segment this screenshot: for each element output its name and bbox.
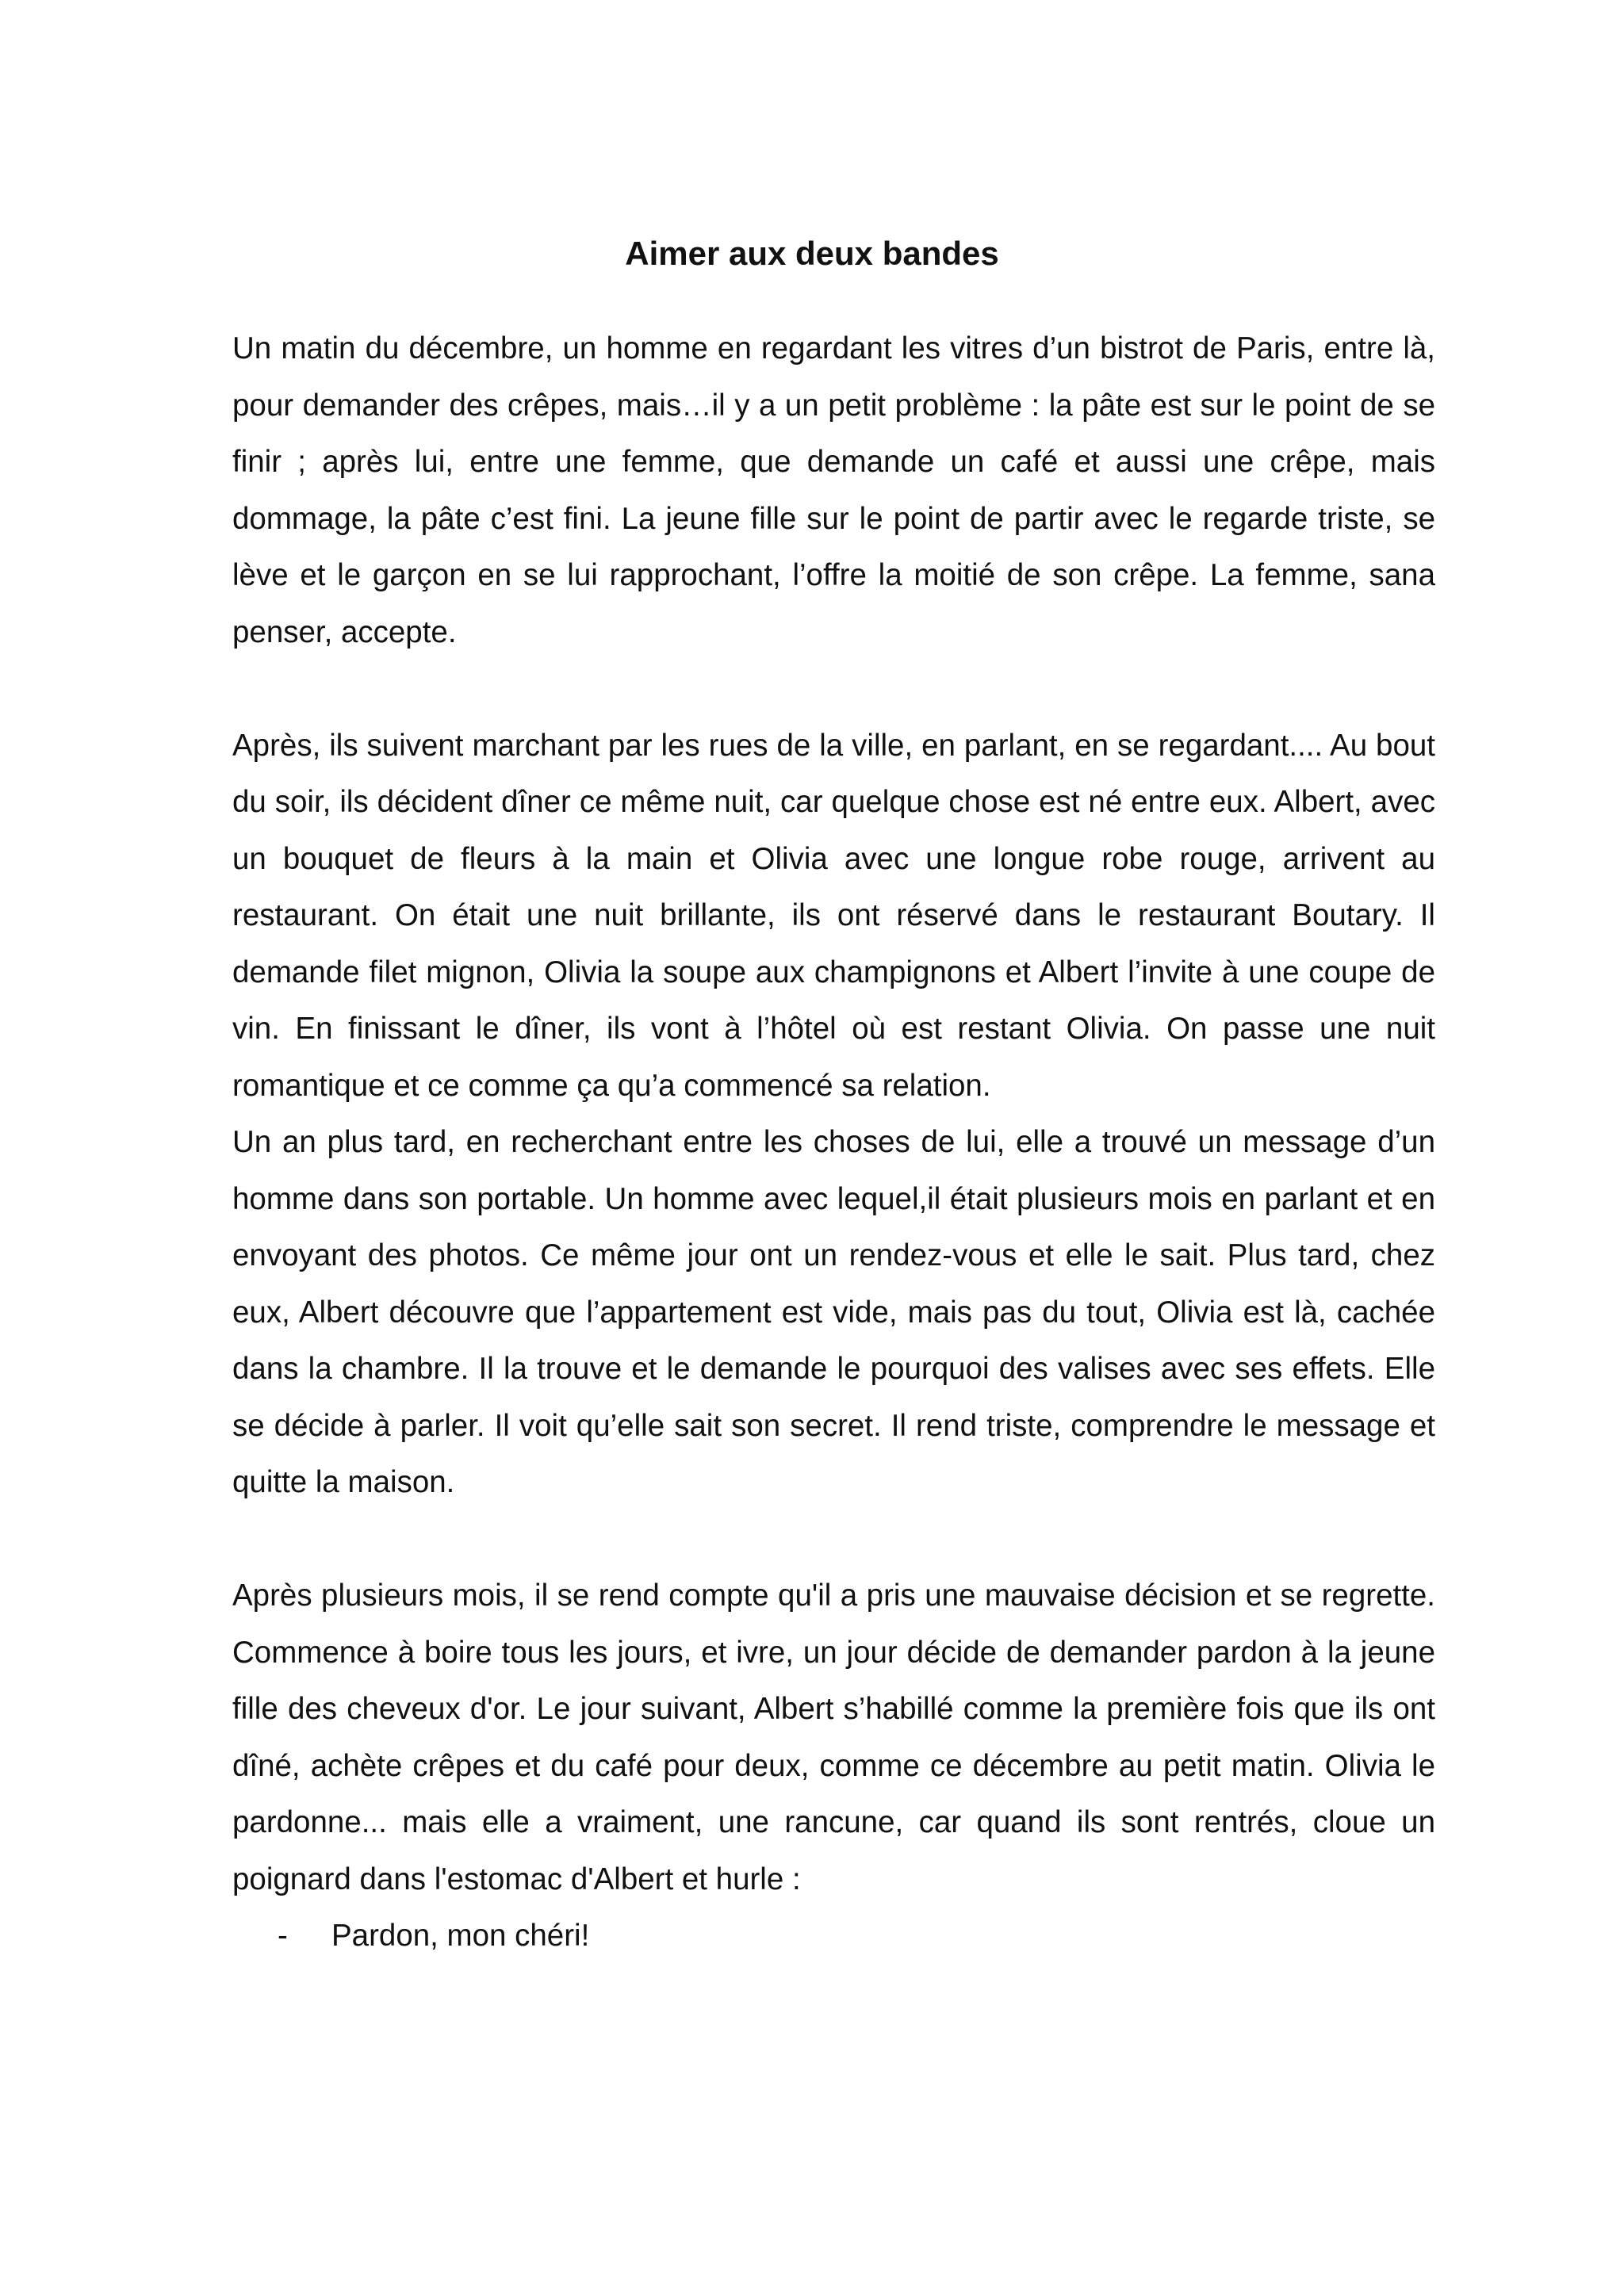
paragraph-gap — [232, 1511, 1435, 1568]
dialogue-text: Pardon, mon chéri! — [331, 1919, 590, 1953]
paragraph-2: Après, ils suivent marchant par les rues de la ville, en parlant, en se regardant.... Au bout du soir, ils décident dîner ce même nuit, car quelque chose est né entre eux. Albert, avec un bouquet de fleurs à la main et Olivia avec une longue robe rouge, arrivent au restaurant. On était une nuit brillante, ils ont réservé dans le restaurant Boutary. Il demande filet mignon, Olivia la soupe aux champignons et Albert l’invite à une coupe de vin. En finissant le dîner, ils vont à l’hôtel où est restant Olivia. On passe une nuit romantique et ce comme ça qu’a commencé sa relation. — [232, 728, 1435, 1103]
paragraph-gap — [232, 660, 1435, 718]
dialogue-line — [232, 1908, 1435, 1965]
document-title: Aimer aux deux bandes — [625, 235, 999, 272]
paragraph-1: Un matin du décembre, un homme en regardant les vitres d’un bistrot de Paris, entre là, pour demander des crêpes, mais…il y a un petit problème : la pâte est sur le point de se finir ; après lui, entre une femme, que demande un café et aussi une crêpe, mais dommage, la pâte c’est fini. La jeune fille sur le point de partir avec le regarde triste, se lève et le garçon en se lui rapprochant, l’offre la moitié de son crêpe. La femme, sana penser, accepte. — [232, 331, 1435, 649]
paragraph-4: Après plusieurs mois, il se rend compte qu'il a pris une mauvaise décision et se regrette. Commence à boire tous les jours, et ivre, un jour décide de demander pardon à la jeune fille des cheveux d'or. Le jour suivant, Albert s’habillé comme la première fois que ils ont dîné, achète crêpes et du café pour deux, comme ce décembre au petit matin. Olivia le pardonne... mais elle a vraiment, une rancune, car quand ils sont rentrés, cloue un poignard dans l'estomac d'Albert et hurle : — [232, 1578, 1435, 1896]
dialogue-dash: - — [278, 1919, 288, 1953]
document-body — [232, 320, 1435, 1965]
paragraph-3: Un an plus tard, en recherchant entre les choses de lui, elle a trouvé un message d’un homme dans son portable. Un homme avec lequel,il était plusieurs mois en parlant et en envoyant des photos. Ce même jour ont un rendez-vous et elle le sait. Plus tard, chez eux, Albert découvre que l’appartement est vide, mais pas du tout, Olivia est là, cachée dans la chambre. Il la trouve et le demande le pourquoi des valises avec ses effets. Elle se décide à parler. Il voit qu’elle sait son secret. Il rend triste, comprendre le message et quitte la maison. — [232, 1125, 1435, 1499]
